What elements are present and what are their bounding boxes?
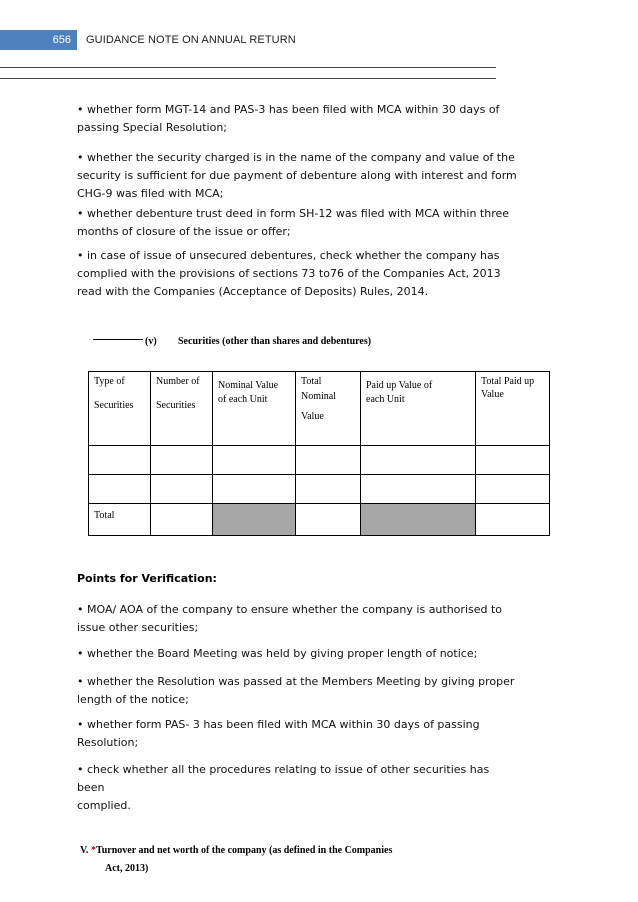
shaded-cell <box>213 504 296 536</box>
section-title: Securities (other than shares and debentures) <box>178 336 372 347</box>
header-nominal-value: Nominal Value of each Unit <box>213 372 296 446</box>
table-row <box>89 446 550 475</box>
asterisk-mark: * <box>90 845 96 856</box>
table-total-row <box>89 504 550 536</box>
total-label: Total <box>89 504 151 536</box>
page-number: 656 <box>0 30 77 50</box>
header-total-paid-up-value: Total Paid up Value <box>476 372 550 446</box>
shaded-cell <box>361 504 476 536</box>
header-rule-bottom <box>0 78 496 79</box>
point-pas3: • whether form PAS- 3 has been filed with MCA within 30 days of passing Resolution; <box>77 718 480 749</box>
running-header-title: GUIDANCE NOTE ON ANNUAL RETURN <box>86 34 296 46</box>
header-number-of-securities: Number of Securities <box>151 372 213 446</box>
bullet-unsecured-debentures: • in case of issue of unsecured debentures, check whether the company has complied with the provisions of sections 73 to76 of the Companies Act, 2013 read with the Companies (Acceptance of Deposits) Rules, 2014. <box>77 249 501 298</box>
header-type-of-securities: Type of Securities <box>89 372 151 446</box>
table-row <box>89 475 550 504</box>
header-rule-top <box>0 67 496 68</box>
point-resolution: • whether the Resolution was passed at the Members Meeting by giving proper length of the notice; <box>77 675 515 706</box>
bullet-security-charged: • whether the security charged is in the name of the company and value of the security is sufficient for due payment of debenture along with interest and form CHG-9 was filed with MCA; <box>77 151 517 200</box>
securities-table <box>88 371 550 536</box>
header-total-nominal-value: Total Nominal Value <box>296 372 361 446</box>
point-board-meeting: • whether the Board Meeting was held by giving proper length of notice; <box>77 647 478 660</box>
section-number: (v) <box>145 336 157 347</box>
bullet-mgt14: • whether form MGT-14 and PAS-3 has been filed with MCA within 30 days of passing Special Resolution; <box>77 103 500 134</box>
table-header-row <box>89 372 550 446</box>
footer-section-heading: V. *Turnover and net worth of the company (as defined in the Companies Act, 2013) <box>80 845 393 874</box>
section-blank-line <box>93 339 143 340</box>
points-heading: Points for Verification: <box>77 572 217 585</box>
bullet-trust-deed: • whether debenture trust deed in form SH-12 was filed with MCA within three months of closure of the issue or offer; <box>77 207 510 238</box>
header-paid-up-value: Paid up Value of each Unit <box>361 372 476 446</box>
point-moa-aoa: • MOA/ AOA of the company to ensure whether the company is authorised to issue other securities; <box>77 603 503 634</box>
point-procedures: • check whether all the procedures relating to issue of other securities has been complied. <box>77 763 490 812</box>
